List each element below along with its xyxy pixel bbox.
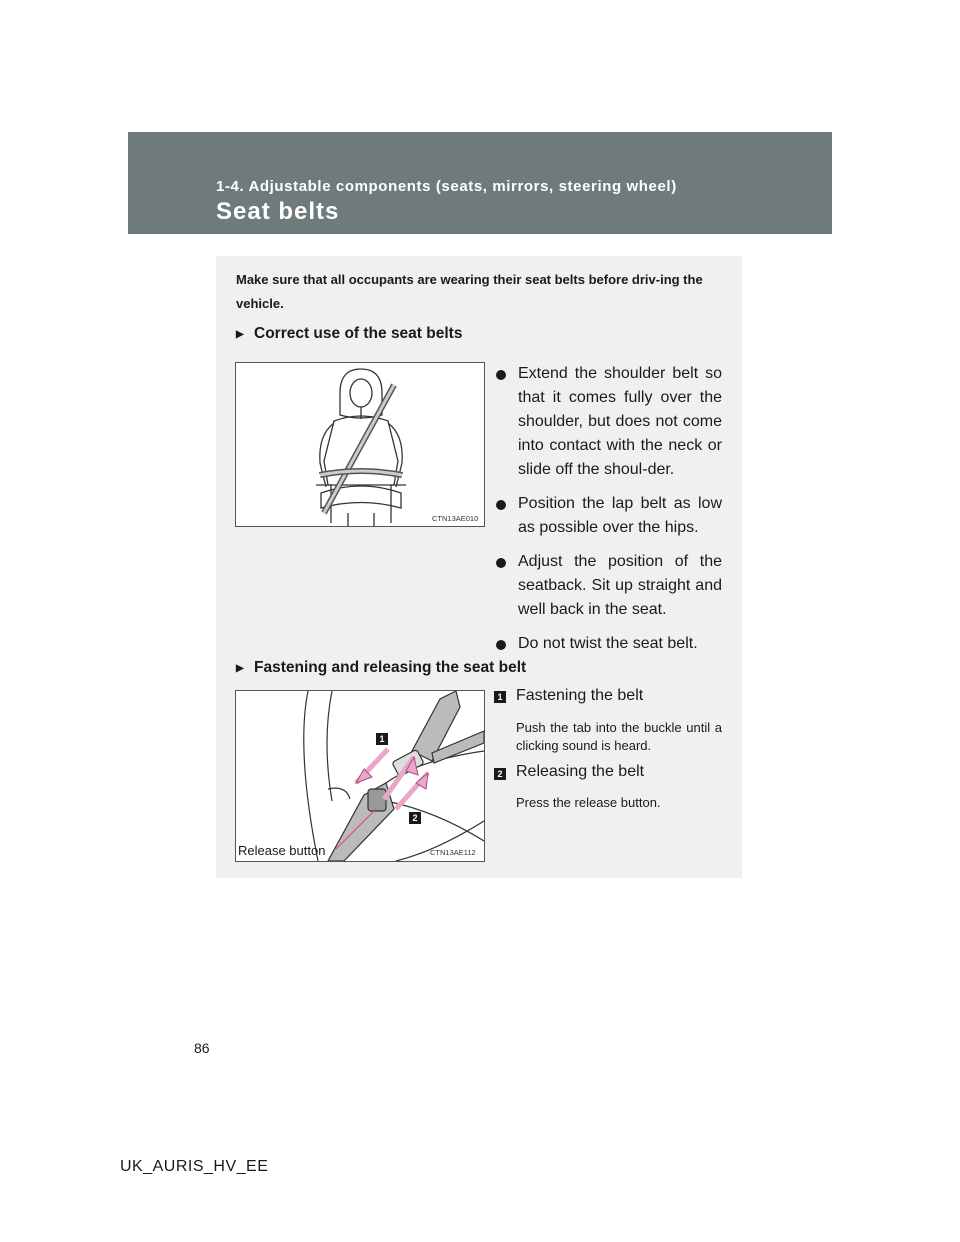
bullet-item: Adjust the position of the seatback. Sit up straight and well back in the seat. xyxy=(494,550,722,622)
seated-occupant-illustration xyxy=(236,363,484,526)
figure-code-1: CTN13AE010 xyxy=(432,514,479,523)
page-number: 86 xyxy=(194,1040,210,1056)
bullet-dot-icon xyxy=(496,370,506,380)
bullet-item: Do not twist the seat belt. xyxy=(494,632,722,656)
subheading-correct-use xyxy=(236,325,462,343)
intro-text: Make sure that all occupants are wearing their seat belts before driv-ing the vehicle. xyxy=(236,272,703,311)
step-number-2-icon: 2 xyxy=(494,768,506,780)
footer-code: UK_AURIS_HV_EE xyxy=(120,1158,269,1175)
triangle-bullet-icon: ▶ xyxy=(236,329,244,340)
step-1-description: Push the tab into the buckle until a clicking sound is heard. xyxy=(516,720,722,753)
step-2-title: Releasing the belt xyxy=(516,763,645,780)
subheading-correct-use-label: Correct use of the seat belts xyxy=(254,325,463,342)
figure-marker-2: 2 xyxy=(409,812,421,824)
step-number-1-icon: 1 xyxy=(494,691,506,703)
subheading-fastening-label: Fastening and releasing the seat belt xyxy=(254,659,527,676)
step-1-title: Fastening the belt xyxy=(516,687,644,704)
section-title: 1-4. Adjustable components (seats, mirrors, steering wheel) xyxy=(216,178,677,195)
figure-seated-occupant xyxy=(235,362,485,527)
triangle-bullet-icon: ▶ xyxy=(236,663,244,674)
bullet-dot-icon xyxy=(496,558,506,568)
bullet-dot-icon xyxy=(496,500,506,510)
bullet-dot-icon xyxy=(496,640,506,650)
figure-code-2: CTN13AE112 xyxy=(430,848,476,857)
correct-use-bullet-list xyxy=(494,362,722,666)
figure-buckle xyxy=(235,690,485,862)
buckle-illustration xyxy=(236,691,484,861)
release-button-callout: Release button xyxy=(238,843,326,858)
figure-marker-1: 1 xyxy=(376,733,388,745)
bullet-item: Extend the shoulder belt so that it comes fully over the shoulder, but does not come into contact with the neck or slide off the shoul-der. xyxy=(494,362,722,482)
bullet-item: Position the lap belt as low as possible over the hips. xyxy=(494,492,722,540)
step-2-description: Press the release button. xyxy=(516,795,661,810)
subheading-fastening xyxy=(236,659,526,677)
page-title: Seat belts xyxy=(216,198,340,225)
